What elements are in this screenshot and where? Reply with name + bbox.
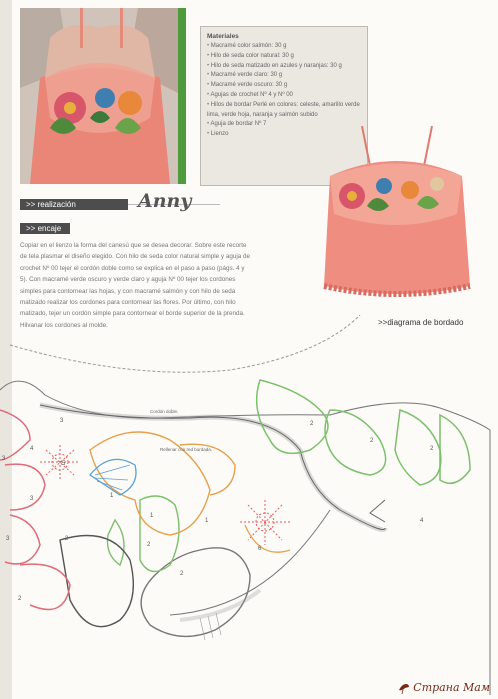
diagram-number: 6 <box>258 546 262 552</box>
materials-item: • Hilo de seda matizado en azules y naranjas: 30 g <box>207 62 361 72</box>
watermark-text: Страна Мам <box>413 681 490 694</box>
model-name: Anny <box>138 190 192 212</box>
section-label-realizacion: >> realización <box>20 199 128 210</box>
diagram-number: 1 <box>205 518 209 524</box>
watermark <box>397 680 490 694</box>
camisole-photo <box>312 126 482 302</box>
section-label-encaje: >> encaje <box>20 223 70 234</box>
diagram-number: 2 <box>18 596 22 602</box>
embroidery-diagram <box>0 300 498 699</box>
diagram-number: 3 <box>30 496 34 502</box>
diagram-number: 3 <box>2 456 6 462</box>
diagram-number: 4 <box>420 518 424 524</box>
materials-item: • Hilos de bordar Perlé en colores: celeste, amarillo verde lima, verde hoja, naranja y salmón subido <box>207 101 361 121</box>
diagram-number: 1 <box>110 493 114 499</box>
stork-icon <box>397 680 411 694</box>
materials-item: • Macramé verde oscuro: 30 g <box>207 81 361 91</box>
instructions-text: Copiar en el lienzo la forma del canesú que se desea decorar. Sobre este recorte de tela plasmar el diseño elegido. Con hilo de seda color natural simple y aguja de crochet Nº 00 tejer el cordón doble como se explica en el paso a paso (págs. 4 y 5). Con macramé verde oscuro y verde claro y aguja Nº 00 tejer los cordones simples para contornear las hojas, y con macramé salmón y con hilo de seda matizado realizar los cordones para contornear las flores. Por último, con hilo matizado, tejer un cordón simple para contornear el borde superior de la prenda. Hilvanar los cordones al molde. <box>20 242 250 329</box>
materials-item: • Macramé verde claro: 30 g <box>207 71 361 81</box>
diagram-number: 2 <box>65 536 69 542</box>
label-cordon-doble: Cordón doble. <box>150 409 179 414</box>
diagram-number: 4 <box>30 446 34 452</box>
diagram-number: 1 <box>150 513 154 519</box>
diagram-number: 3 <box>60 418 64 424</box>
materials-item: • Macramé color salmón: 30 g <box>207 42 361 52</box>
diagram-number: 3 <box>6 536 10 542</box>
materials-item: • Aguja de bordar Nº 7 <box>207 120 361 130</box>
materials-title: Materiales <box>207 33 239 40</box>
model-photo <box>20 8 186 184</box>
label-relleno: Rellenar con red bordada. <box>160 447 213 452</box>
materials-item: • Agujas de crochet Nº 4 y Nº 00 <box>207 91 361 101</box>
materials-item: • Lienzo <box>207 130 361 140</box>
diagram-number: 5 <box>62 461 66 467</box>
diagram-number: 2 <box>430 446 434 452</box>
diagram-number: 2 <box>147 542 151 548</box>
diagram-title: >>diagrama de bordado <box>378 318 464 327</box>
diagram-number: 2 <box>310 421 314 427</box>
diagram-number: 2 <box>180 571 184 577</box>
diagram-number: 2 <box>370 438 374 444</box>
materials-item: • Hilo de seda color natural: 30 g <box>207 52 361 62</box>
